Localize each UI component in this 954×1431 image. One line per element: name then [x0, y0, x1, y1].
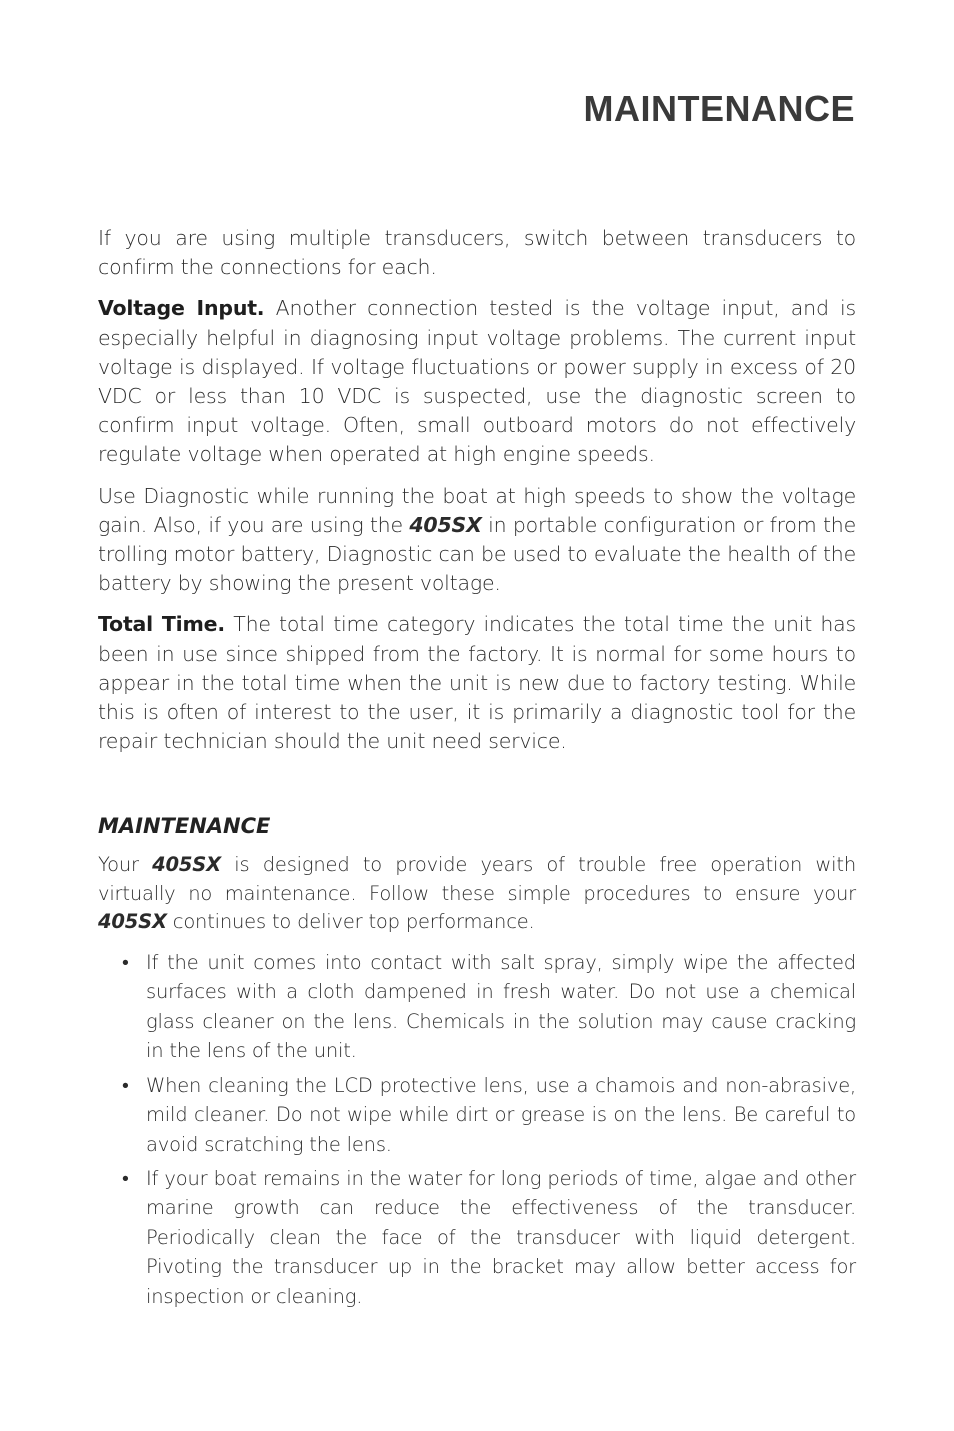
bullet-icon: • — [122, 1166, 129, 1190]
bullet-icon: • — [122, 951, 129, 975]
diagnostic-text-after: in portable configuration or from the trolling motor battery, Diagnostic can be used to evaluate the health of the battery by showing the present voltage. — [98, 512, 856, 596]
maintenance-text-1: Your — [98, 853, 153, 877]
voltage-input-text: Another connection tested is the voltage input, and is especially helpful in diagnosing input voltage problems. The current input voltage is displayed. If voltage fluctuations or power supply in excess of 20 VDC or less than 10 VDC is suspected, use the diagnostic screen to confirm input voltage. Often, small outboard motors do not effectively regulate voltage when operated at high engine speeds. — [98, 296, 856, 467]
list-item — [98, 1164, 856, 1311]
maintenance-bullet-list — [98, 948, 856, 1311]
model-name: 405SX — [98, 909, 167, 933]
maintenance-heading: MAINTENANCE — [98, 814, 271, 839]
bullet-text: If your boat remains in the water for long periods of time, algae and other marine growth can reduce the effectiveness of the transducer. Periodically clean the face of the transducer with liquid detergent. Pivoting the transducer up in the bracket may allow better access for inspection or cleaning. — [146, 1166, 856, 1308]
model-name: 405SX — [409, 512, 482, 537]
bullet-text: When cleaning the LCD protective lens, use a chamois and non-abrasive, mild cleaner. Do not wipe while dirt or grease is on the lens. Be careful to avoid scratching the lens. — [146, 1073, 856, 1156]
bullet-text: If the unit comes into contact with salt spray, simply wipe the affected surfaces with a cloth dampened in fresh water. Do not use a chemical glass cleaner on the lens. Chemicals in the solution may cause cracking in the lens of the unit. — [146, 951, 856, 1063]
maintenance-text-3: continues to deliver top performance. — [166, 909, 535, 933]
total-time-label: Total Time. — [98, 612, 225, 637]
intro-paragraph: If you are using multiple transducers, switch between transducers to confirm the connections for each. — [98, 226, 856, 280]
diagnostic-text-before: Use Diagnostic while running the boat at high speeds to show the voltage gain. Also, if you are using the — [98, 483, 856, 537]
maintenance-text-2: is designed to provide years of trouble free operation with virtually no maintenance. Follow these simple procedures to ensure your — [98, 853, 856, 905]
voltage-input-label: Voltage Input. — [98, 296, 265, 321]
page-title: MAINTENANCE — [583, 88, 855, 129]
total-time-text: The total time category indicates the total time the unit has been in use since shipped from the factory. It is normal for some hours to appear in the total time when the unit is new due to factory testing. While this is often of interest to the user, it is primarily a diagnostic tool for the repair technician should the unit need service. — [98, 612, 856, 754]
bullet-icon: • — [122, 1073, 129, 1097]
model-name: 405SX — [152, 853, 221, 877]
list-item — [98, 948, 856, 1066]
list-item — [98, 1071, 856, 1159]
diagnostic-paragraph — [98, 482, 856, 599]
page-content — [98, 224, 856, 1316]
maintenance-paragraph — [98, 851, 856, 936]
voltage-input-paragraph — [98, 294, 856, 469]
total-time-paragraph — [98, 610, 856, 756]
